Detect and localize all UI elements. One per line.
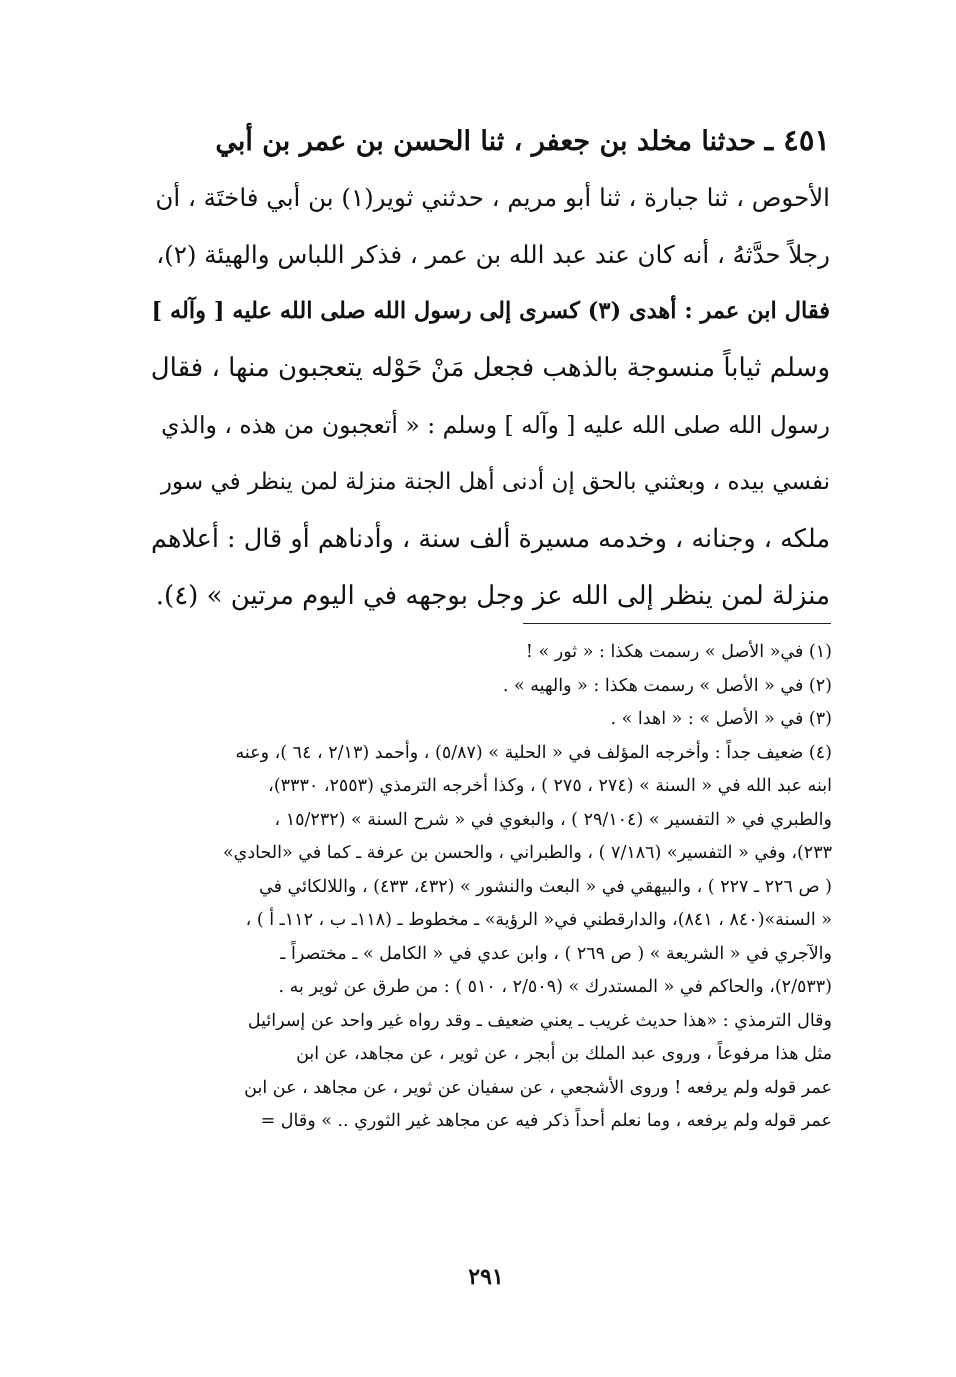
hadith-line-5: وسلم ثياباً منسوجة بالذهب فجعل مَنْ حَوْله يتعجبون منها ، فقال bbox=[150, 353, 830, 383]
footnote-4-line-11: عمر قوله ولم يرفعه ! وروى الأشجعي ، عن سفيان عن ثوير ، عن مجاهد ، عن ابن bbox=[244, 1077, 832, 1098]
hadith-text bbox=[150, 112, 830, 625]
footnote-divider bbox=[523, 623, 831, 624]
footnote-4-line-3: والطبري في « التفسير » (٢٩/١٠٤ ) ، والبغوي في « شرح السنة » (١٥/٢٣٢ ، bbox=[274, 809, 832, 830]
hadith-line-8: ملكه ، وجنانه ، وخدمه مسيرة ألف سنة ، وأدناهم أو قال : أعلاهم bbox=[151, 524, 830, 554]
hadith-number: ٤٥١ ـ bbox=[764, 123, 830, 157]
hadith-line-7: نفسي بيده ، وبعثني بالحق إن أدنى أهل الجنة منزلة لمن ينظر في سور bbox=[160, 469, 830, 495]
footnote-4-line-5: ( ص ٢٢٦ ـ ٢٢٧ ) ، والبيهقي في « البعث والنشور » (٤٣٢، ٤٣٣) ، واللالكائي في bbox=[259, 876, 832, 897]
hadith-line-2: الأحوص ، ثنا جبارة ، ثنا أبو مريم ، حدثني ثوير(١) بن أبي فاختَة ، أن bbox=[155, 183, 830, 212]
hadith-line-6: رسول الله صلى الله عليه [ وآله ] وسلم : « أتعجبون من هذه ، والذي bbox=[161, 411, 830, 439]
footnote-4-line-2: ابنه عبد الله في « السنة » (٢٧٤ ، ٢٧٥ ) ، وكذا أخرجه الترمذي (٢٥٥٣، ٣٣٣٠)، bbox=[268, 776, 832, 796]
hadith-line-1: ٤٥١ ـ حدثنا مخلد بن جعفر ، ثنا الحسن بن عمر بن أبي bbox=[215, 123, 830, 157]
footnote-4-line-4: ٢٣٣)، وفي « التفسير» (٧/١٨٦ ) ، والطبراني ، والحسن بن عرفة ـ كما في «الحادي» bbox=[222, 843, 832, 863]
hadith-line-3: رجلاً حدَّثهُ ، أنه كان عند عبد الله بن عمر ، فذكر اللباس والهيئة (٢)، bbox=[156, 240, 830, 269]
footnotes bbox=[152, 636, 832, 1139]
footnote-4-line-6: « السنة»(٨٤٠ ، ٨٤١)، والدارقطني في« الرؤية» ـ مخطوط ـ (١١٨ـ ب ، ١١٢ـ أ ) ، bbox=[245, 910, 832, 930]
hadith-line-9: منزلة لمن ينظر إلى الله عز وجل بوجهه في اليوم مرتين » (٤). bbox=[155, 581, 830, 611]
footnote-4-line-10: مثل هذا مرفوعاً ، وروى عبد الملك بن أبجر ، عن ثوير ، عن مجاهد، عن ابن bbox=[296, 1044, 832, 1064]
footnote-3: (٣) في « الأصل » : « اهدا » . bbox=[610, 709, 832, 729]
footnote-4-line-12: عمر قوله ولم يرفعه ، وما نعلم أحداً ذكر فيه عن مجاهد غير الثوري .. » وقال = bbox=[260, 1111, 832, 1131]
footnote-4: (٤) ضعيف جداً : وأخرجه المؤلف في « الحلية » (٥/٨٧) ، وأحمد (٢/١٣ ، ٦٤ )، وعنه bbox=[235, 742, 832, 763]
page-number: ٢٩١ bbox=[468, 1264, 504, 1290]
footnote-2: (٢) في « الأصل » رسمت هكذا : « والهيه » . bbox=[502, 675, 832, 696]
hadith-line-4: فقال ابن عمر : أهدى (٣) كسرى إلى رسول الله صلى الله عليه [ وآله ] bbox=[151, 298, 830, 324]
footnote-4-line-9: وقال الترمذي : «هذا حديث غريب ـ يعني ضعيف ـ وقد رواه غير واحد عن إسرائيل bbox=[247, 1010, 832, 1031]
footnote-1: (١) في« الأصل » رسمت هكذا : « ثور » ! bbox=[525, 642, 832, 662]
footnote-4-line-8: (٢/٥٣٣)، والحاكم في « المستدرك » (٢/٥٠٩ ، ٥١٠ ) : من طرق عن ثوير به . bbox=[278, 977, 832, 997]
footnote-4-line-7: والآجري في « الشريعة » ( ص ٢٦٩ ) ، وابن عدي في « الكامل » ـ مختصراً ـ bbox=[280, 943, 832, 964]
